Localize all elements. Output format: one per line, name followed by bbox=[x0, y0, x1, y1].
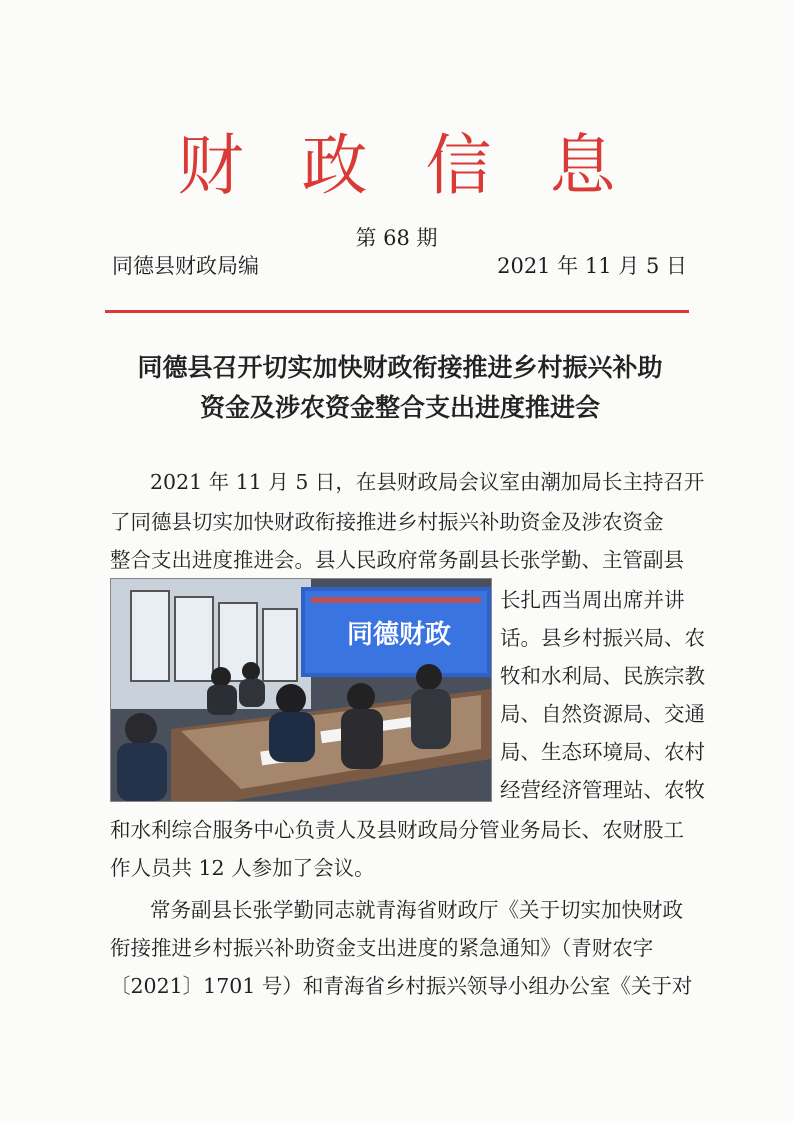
issue-number: 第 68 期 bbox=[355, 226, 438, 250]
body-line: 〔2021〕1701 号）和青海省乡村振兴领导小组办公室《关于对 bbox=[110, 974, 693, 998]
article-headline bbox=[100, 348, 700, 428]
body-line: 常务副县长张学勤同志就青海省财政厅《关于切实加快财政 bbox=[150, 898, 683, 922]
body-line: 了同德县切实加快财政衔接推进乡村振兴补助资金及涉农资金 bbox=[110, 510, 664, 534]
meeting-photo-illustration bbox=[111, 579, 491, 801]
body-line: 整合支出进度推进会。县人民政府常务副县长张学勤、主管副县 bbox=[110, 548, 684, 572]
body-line: 局、自然资源局、交通 bbox=[500, 702, 705, 726]
body-line: 衔接推进乡村振兴补助资金支出进度的紧急通知》（青财农字 bbox=[110, 936, 654, 960]
body-line: 2021 年 11 月 5 日，在县财政局会议室由潮加局长主持召开 bbox=[150, 470, 705, 494]
editor-line: 同德县财政局编 bbox=[112, 254, 259, 278]
headline-line-1: 同德县召开切实加快财政衔接推进乡村振兴补助 bbox=[137, 353, 663, 382]
body-line: 局、生态环境局、农村 bbox=[500, 740, 705, 764]
body-line: 作人员共 12 人参加了会议。 bbox=[110, 856, 375, 880]
headline-line-2: 资金及涉农资金整合支出进度推进会 bbox=[199, 393, 600, 422]
screen-text: 同德财政 bbox=[346, 620, 452, 650]
body-line: 经营经济管理站、农牧 bbox=[500, 778, 705, 802]
body-line: 牧和水利局、民族宗教 bbox=[500, 664, 705, 688]
masthead-title: 财政信息 bbox=[177, 127, 674, 204]
red-divider bbox=[105, 310, 689, 313]
meeting-photo bbox=[110, 578, 492, 802]
publish-date: 2021 年 11 月 5 日 bbox=[497, 254, 687, 278]
body-line: 话。县乡村振兴局、农 bbox=[500, 626, 705, 650]
body-line: 长扎西当周出席并讲 bbox=[500, 588, 685, 612]
body-line: 和水利综合服务中心负责人及县财政局分管业务局长、农财股工 bbox=[110, 818, 684, 842]
